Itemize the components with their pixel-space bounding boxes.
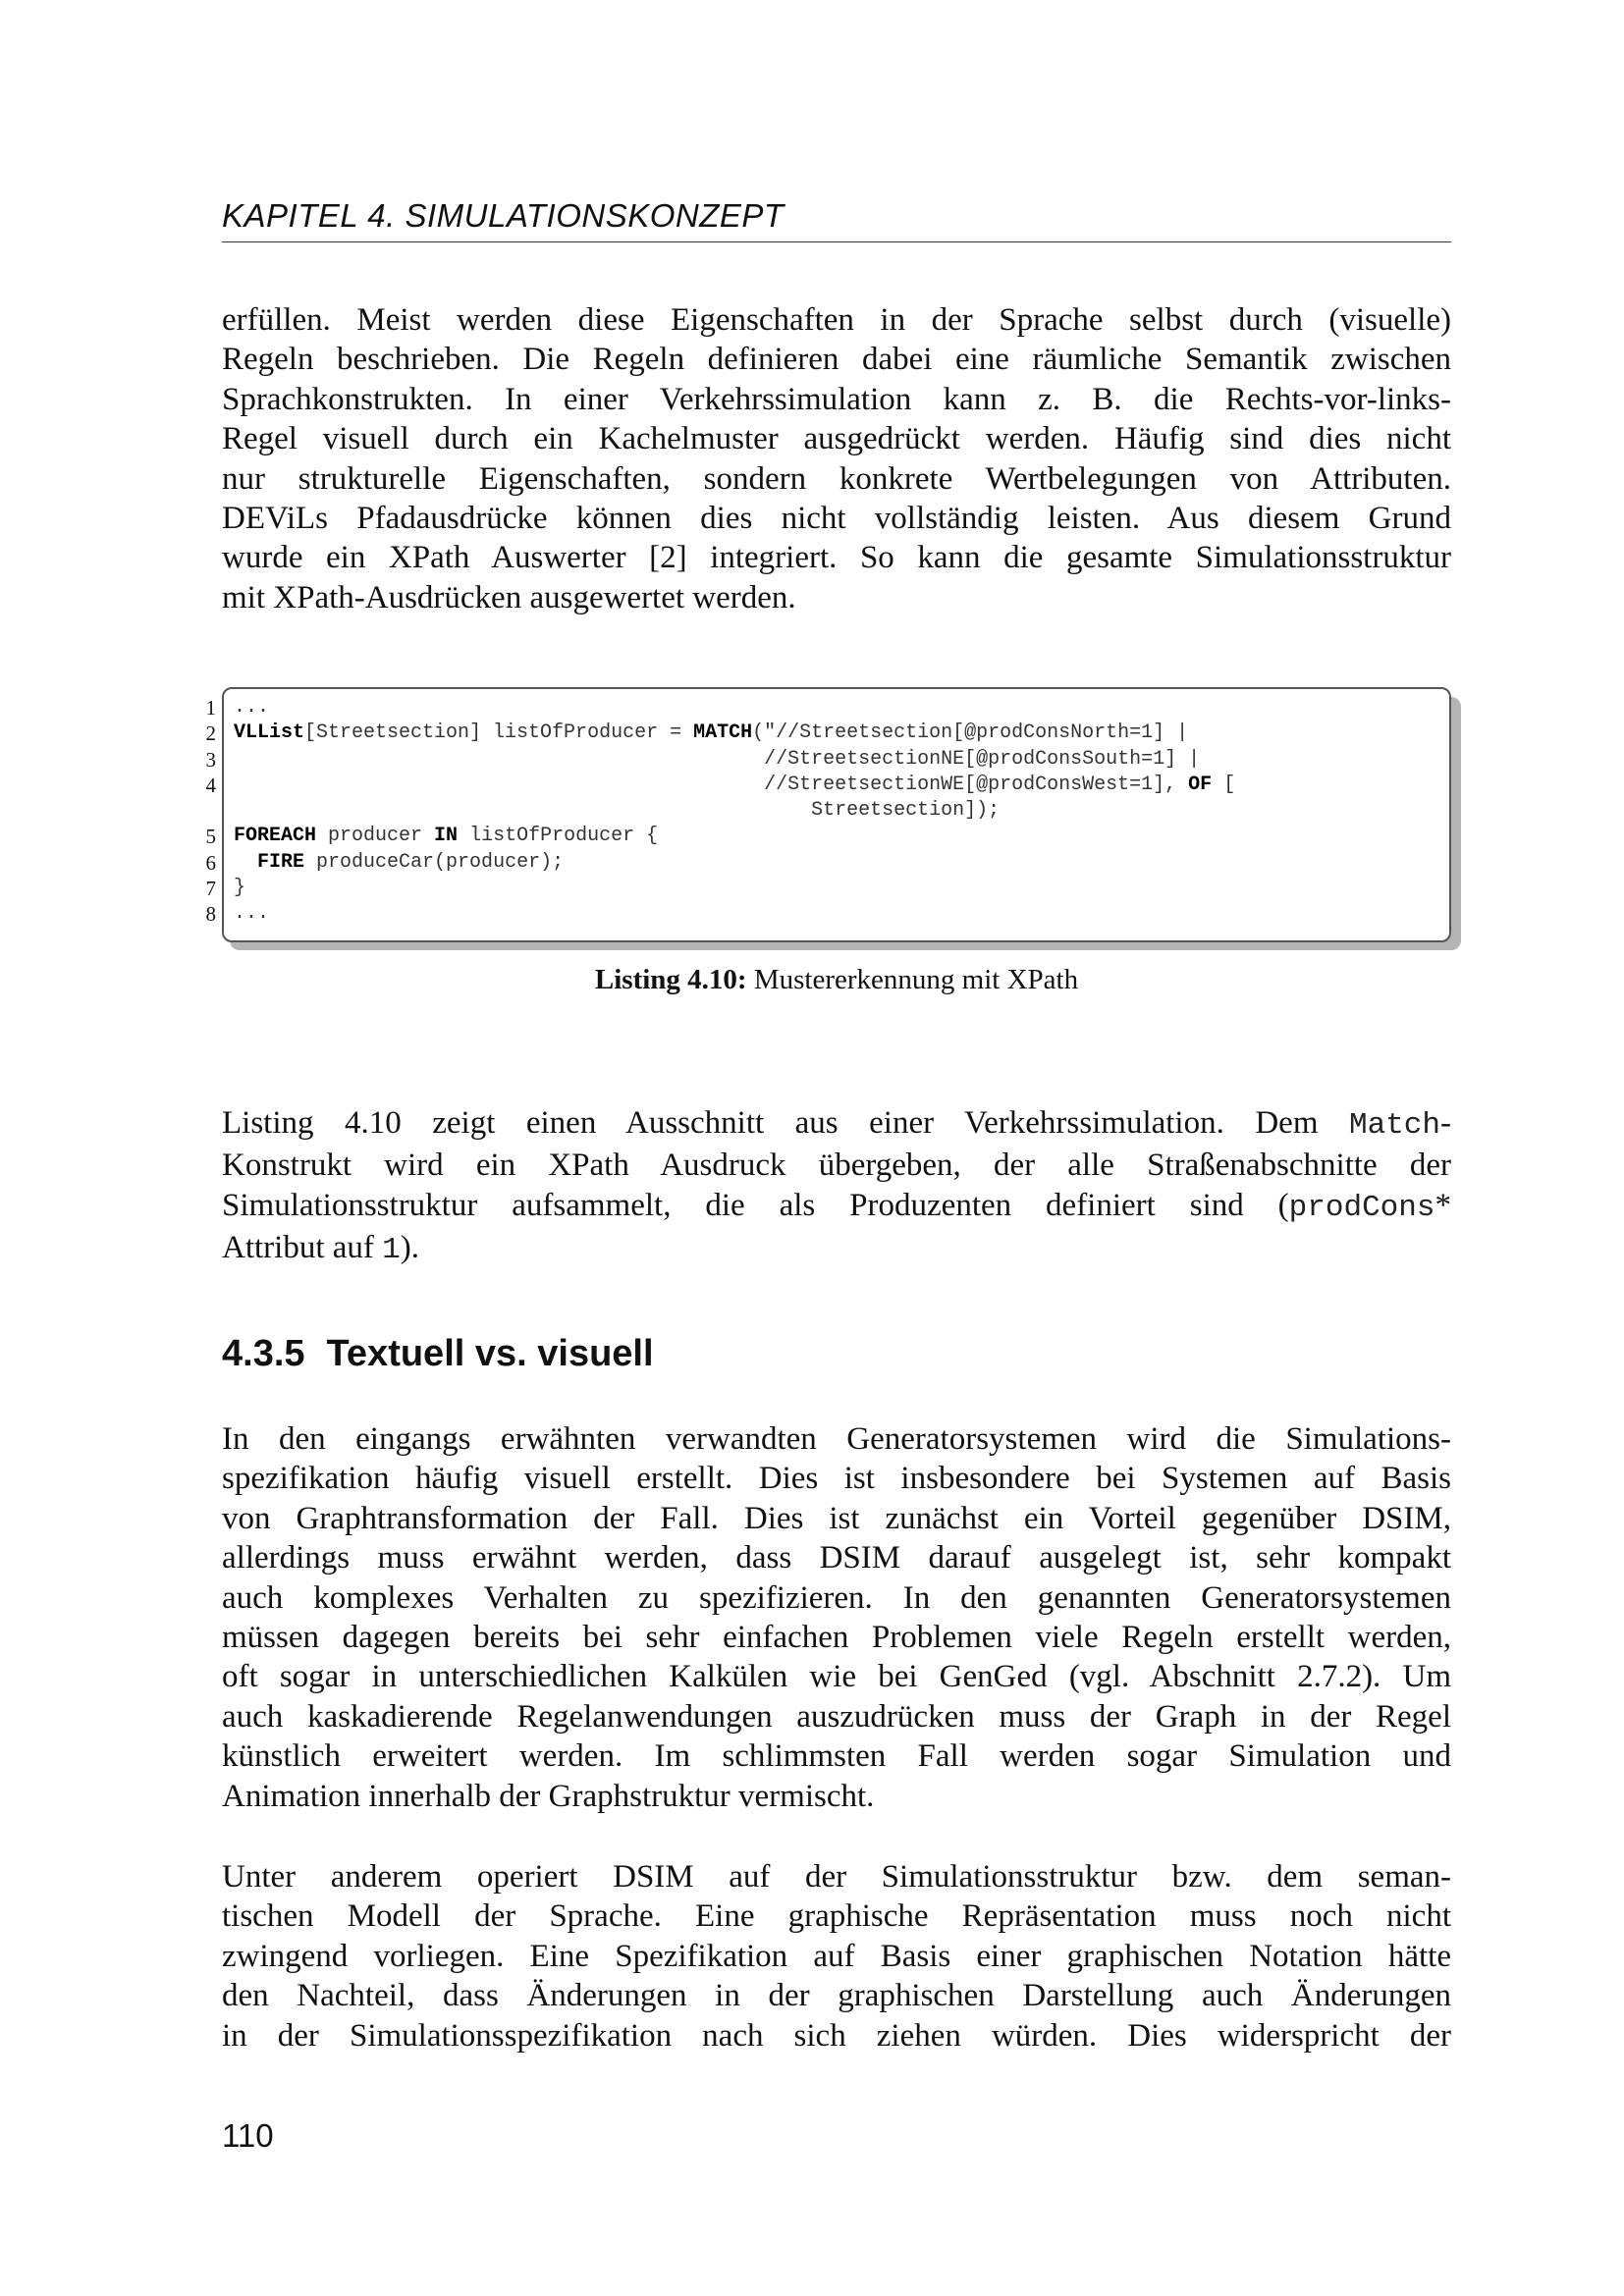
running-head: KAPITEL 4. SIMULATIONSKONZEPT — [222, 197, 785, 234]
text-line: Regel visuell durch ein Kachelmuster ausgedrückt werden. Häufig sind dies nicht — [222, 421, 1451, 457]
text-run: * — [1435, 1187, 1451, 1223]
code-line-2 — [234, 721, 1235, 746]
line-number-gap — [192, 798, 216, 824]
text-line: erfüllen. Meist werden diese Eigenschaften in der Sprache selbst durch (visuelle) — [222, 302, 1451, 338]
text-line: allerdings muss erwähnt werden, dass DSIM darauf ausgelegt ist, sehr kompakt — [222, 1540, 1451, 1576]
code-line-4-continued: Streetsection]); — [234, 799, 1001, 823]
code-line-6 — [234, 850, 1235, 876]
page-number: 110 — [222, 2117, 274, 2154]
paragraph-listing-explanation — [222, 1103, 1451, 1271]
header-rule — [222, 241, 1451, 242]
line-number: 6 — [205, 850, 216, 875]
code-indent — [234, 851, 257, 874]
code-keyword: OF — [1188, 773, 1213, 796]
text-line: oft sogar in unterschiedlichen Kalkülen wie bei GenGed (vgl. Abschnitt 2.7.2). Um — [222, 1659, 1451, 1695]
paragraph-generators — [222, 1419, 1451, 1816]
section-heading — [222, 1331, 1451, 1376]
line-number: 2 — [205, 721, 216, 746]
inline-code: 1 — [382, 1233, 401, 1268]
text-line — [222, 1186, 1451, 1228]
caption-label: Listing 4.10: — [594, 964, 747, 995]
listing-code — [234, 695, 1235, 928]
text-line: nur strukturelle Eigenschaften, sondern konkrete Wertbelegungen von Attributen. — [222, 460, 1451, 497]
text-line: den Nachteil, dass Änderungen in der graphischen Darstellung auch Änderungen — [222, 1978, 1451, 2014]
text-line: Unter anderem operiert DSIM auf der Simulationsstruktur bzw. dem seman- — [222, 1859, 1451, 1895]
text-line: spezifikation häufig visuell erstellt. Dies ist insbesondere bei Systemen auf Basis — [222, 1461, 1451, 1497]
text-line: Animation innerhalb der Graphstruktur vermischt. — [222, 1778, 875, 1814]
text-line: auch komplexes Verhalten zu spezifizieren. In den genannten Generatorsystemen — [222, 1579, 1451, 1616]
line-number: 5 — [205, 825, 216, 849]
text-line: DEViLs Pfadausdrücke können dies nicht vollständig leisten. Aus diesem Grund — [222, 501, 1451, 537]
code-line-5 — [234, 824, 1235, 849]
caption-text: Mustererkennung mit XPath — [746, 964, 1079, 995]
text-line: auch kaskadierende Regelanwendungen auszudrücken muss der Graph in der Regel — [222, 1698, 1451, 1735]
paragraph-semantic-model — [222, 1857, 1451, 2056]
line-number: 3 — [205, 747, 216, 772]
text-run: - — [1440, 1105, 1451, 1141]
text-line: Sprachkonstrukten. In einer Verkehrssimulation kann z. B. die Rechts-vor-links- — [222, 381, 1451, 417]
text-run: Attribut auf — [222, 1230, 383, 1266]
text-line: In den eingangs erwähnten verwandten Generatorsystemen wird die Simulations- — [222, 1421, 1451, 1457]
text-line: Konstrukt wird ein XPath Ausdruck übergeben, der alle Straßenabschnitte der — [222, 1148, 1451, 1184]
text-run: ). — [400, 1230, 419, 1266]
text-line: künstlich erweitert werden. Im schlimmsten Fall werden sogar Simulation und — [222, 1738, 1451, 1775]
code-text: //StreetsectionWE[@prodConsWest=1], — [234, 773, 1189, 796]
section-title: Textuell vs. visuell — [326, 1333, 654, 1374]
code-text: produceCar(producer); — [304, 850, 565, 874]
text-line: müssen dagegen bereits bei sehr einfachen Problemen viele Regeln erstellt werden, — [222, 1620, 1451, 1656]
paragraph-intro — [222, 300, 1451, 617]
code-keyword: MATCH — [693, 721, 753, 745]
text-line: von Graphtransformation der Fall. Dies ist zunächst ein Vorteil gegenüber DSIM, — [222, 1500, 1451, 1536]
line-number: 4 — [205, 773, 216, 797]
text-line: wurde ein XPath Auswerter [2] integriert. So kann die gesamte Simulationsstruktur — [222, 540, 1451, 576]
code-keyword: IN — [434, 825, 459, 848]
code-line-1: ... — [234, 696, 270, 719]
inline-code: Match — [1348, 1108, 1440, 1143]
listing-caption — [222, 962, 1451, 997]
inline-code: prodCons — [1288, 1190, 1435, 1225]
code-text: producer — [316, 825, 435, 848]
code-keyword: FOREACH — [234, 825, 317, 848]
code-line-3: //StreetsectionNE[@prodConsSouth=1] | — [234, 747, 1201, 771]
line-number: 7 — [205, 877, 216, 901]
code-line-8: ... — [234, 902, 270, 926]
code-keyword: FIRE — [257, 850, 305, 874]
code-line-4 — [234, 773, 1235, 798]
text-line: zwingend vorliegen. Eine Spezifikation auf Basis einer graphischen Notation hätte — [222, 1938, 1451, 1974]
text-line: in der Simulationsspezifikation nach sich ziehen würden. Dies widerspricht der — [222, 2017, 1451, 2054]
text-run: Listing 4.10 zeigt einen Ausschnitt aus einer Verkehrssimulation. Dem — [222, 1105, 1349, 1141]
code-text: [Streetsection] listOfProducer = — [304, 721, 694, 745]
text-line: mit XPath-Ausdrücken ausgewertet werden. — [222, 579, 796, 615]
text-line — [222, 1103, 1451, 1146]
text-line: tischen Modell der Sprache. Eine graphische Repräsentation muss noch nicht — [222, 1898, 1451, 1935]
text-line: Regeln beschrieben. Die Regeln definieren dabei eine räumliche Semantik zwischen — [222, 342, 1451, 378]
text-run: Simulationsstruktur aufsammelt, die als Produzenten definiert sind ( — [222, 1187, 1289, 1223]
code-text: [ — [1212, 773, 1236, 796]
code-line-7: } — [234, 877, 246, 900]
listing-line-numbers — [192, 695, 216, 928]
code-text: ("//Streetsection[@prodConsNorth=1] | — [752, 721, 1189, 745]
code-keyword: VLList — [234, 721, 305, 745]
code-text: listOfProducer { — [458, 825, 659, 848]
section-number: 4.3.5 — [222, 1333, 305, 1374]
line-number: 8 — [205, 902, 216, 927]
text-line — [222, 1228, 1451, 1270]
line-number: 1 — [205, 696, 216, 720]
